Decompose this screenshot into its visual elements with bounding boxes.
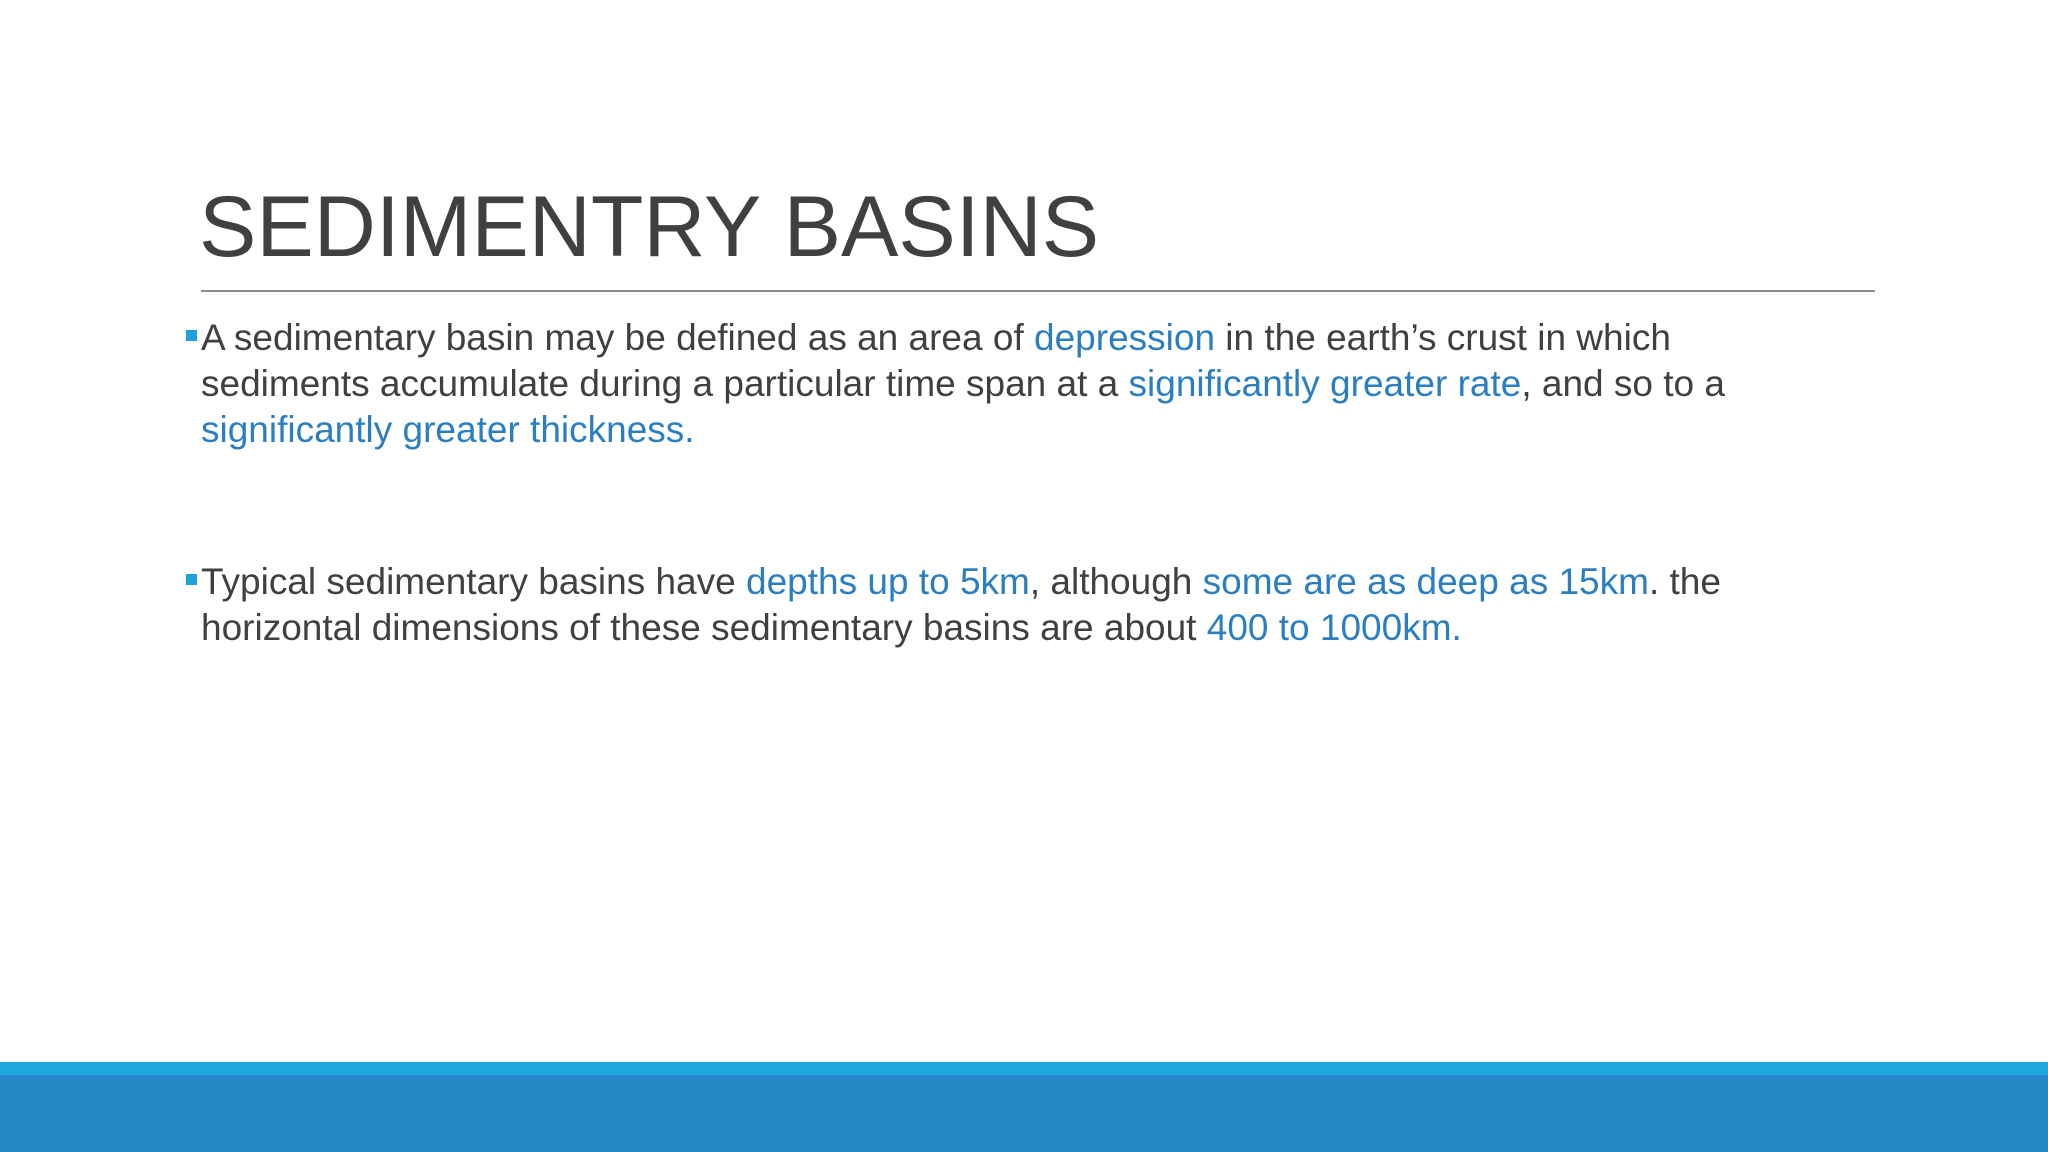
bullet-text-plain: , although: [1029, 561, 1203, 602]
bullet-item-1: [186, 315, 1836, 453]
bullet-text-plain: . the horizontal dimensions of these sedimentary basins are about: [201, 561, 1721, 648]
square-bullet-icon: [186, 330, 197, 341]
bullet-text-plain: in the earth’s crust in which sediments accumulate during a particular time span at a: [201, 317, 1671, 404]
bullet-text-highlight: some are as deep as 15km: [1202, 561, 1649, 602]
bullet-text-plain: Typical sedimentary basins have: [201, 561, 746, 602]
bullet-text-highlight: depression: [1034, 317, 1216, 358]
bullet-list: [186, 315, 1836, 651]
square-bullet-icon: [186, 574, 197, 585]
bullet-text-highlight: 400 to 1000km.: [1206, 607, 1462, 648]
footer-band-accent: [0, 1062, 2048, 1075]
bullet-text-highlight: significantly greater rate: [1128, 363, 1522, 404]
bullet-text-plain: A sedimentary basin may be defined as an area of: [201, 317, 1035, 358]
bullet-item-2: [186, 559, 1836, 651]
slide-title: SEDIMENTRY BASINS: [199, 179, 1100, 275]
footer-band: [0, 1075, 2048, 1152]
bullet-text-plain: , and so to a: [1521, 363, 1725, 404]
bullet-text-highlight: depths up to 5km: [746, 561, 1030, 602]
bullet-text-highlight: significantly greater thickness.: [201, 409, 695, 450]
title-divider: [201, 290, 1875, 292]
